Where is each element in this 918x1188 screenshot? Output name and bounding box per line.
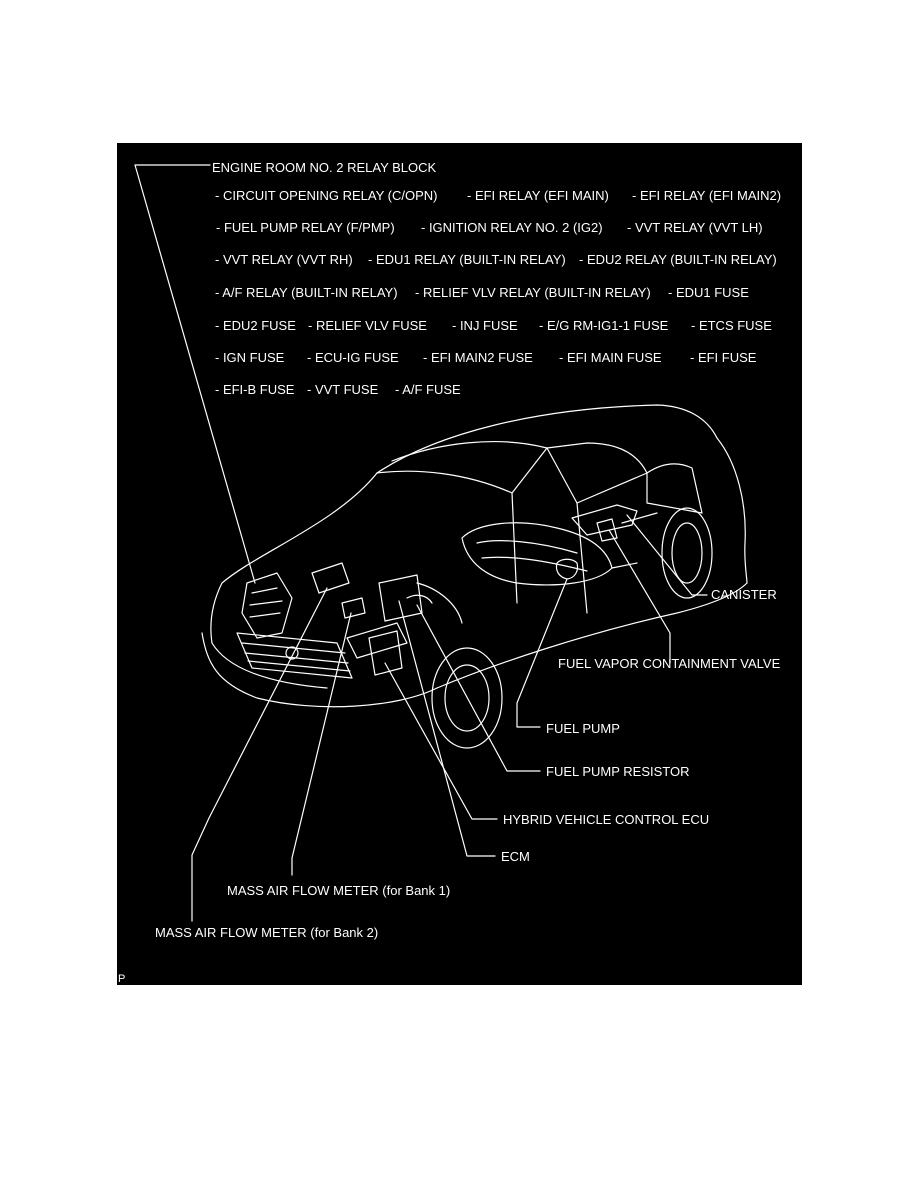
car-rear-window [647, 464, 702, 513]
callout-fuel-pump: FUEL PUMP [546, 721, 620, 736]
relay-item: - EFI RELAY (EFI MAIN) [467, 188, 609, 203]
relay-item: - CIRCUIT OPENING RELAY (C/OPN) [215, 188, 438, 203]
relay-block-shape [242, 573, 292, 638]
canister-shape [572, 505, 637, 535]
relay-item: - EDU1 FUSE [668, 285, 749, 300]
car-a-pillar [512, 493, 517, 603]
relay-block-title: ENGINE ROOM NO. 2 RELAY BLOCK [212, 160, 437, 175]
callout-maf-bank2: MASS AIR FLOW METER (for Bank 2) [155, 925, 379, 940]
maf-bank2-shape [312, 563, 349, 593]
fuel-pump-shape [556, 559, 577, 579]
relay-item: - EDU1 RELAY (BUILT-IN RELAY) [368, 252, 566, 267]
diagram-panel [117, 143, 802, 985]
relay-item: - EDU2 FUSE [215, 318, 296, 333]
rear-wheel [662, 508, 712, 598]
relay-item: - IGNITION RELAY NO. 2 (IG2) [421, 220, 603, 235]
corner-mark: P [118, 973, 126, 985]
car-side-sill [437, 583, 747, 688]
leader-fuel-pump [517, 579, 567, 727]
relay-item: - A/F RELAY (BUILT-IN RELAY) [215, 285, 398, 300]
callout-fuel-vapor-valve: FUEL VAPOR CONTAINMENT VALVE [558, 656, 781, 671]
car-windshield [377, 442, 547, 493]
leader-maf-bank1 [292, 613, 351, 875]
callout-maf-bank1: MASS AIR FLOW METER (for Bank 1) [227, 883, 451, 898]
ecm-shape [379, 575, 422, 621]
car-rear [717, 438, 747, 583]
relay-item: - EFI FUSE [690, 350, 757, 365]
relay-item: - A/F FUSE [395, 382, 461, 397]
leader-fuel-vapor-valve [609, 530, 670, 663]
car-door-line [577, 503, 587, 613]
relay-item: - EDU2 RELAY (BUILT-IN RELAY) [579, 252, 777, 267]
maf-bank1-shape [342, 598, 365, 618]
leader-fuel-pump-resistor [417, 605, 540, 771]
relay-item: - INJ FUSE [452, 318, 518, 333]
callout-hybrid-ecu: HYBRID VEHICLE CONTROL ECU [503, 812, 710, 827]
vehicle-illustration [117, 143, 802, 985]
callout-fuel-pump-resistor: FUEL PUMP RESISTOR [546, 764, 690, 779]
relay-item: - FUEL PUMP RELAY (F/PMP) [216, 220, 395, 235]
relay-item: - VVT FUSE [307, 382, 379, 397]
relay-item: - RELIEF VLV RELAY (BUILT-IN RELAY) [415, 285, 651, 300]
relay-item: - EFI RELAY (EFI MAIN2) [632, 188, 782, 203]
relay-item: - EFI MAIN FUSE [559, 350, 662, 365]
relay-item: - VVT RELAY (VVT LH) [627, 220, 763, 235]
relay-item: - RELIEF VLV FUSE [308, 318, 427, 333]
callout-canister: CANISTER [711, 587, 777, 602]
front-grille [237, 633, 352, 678]
car-roof-line [377, 405, 717, 473]
callout-ecm: ECM [501, 849, 530, 864]
relay-item: - IGN FUSE [215, 350, 285, 365]
relay-item: - ECU-IG FUSE [307, 350, 399, 365]
relay-item: - EFI-B FUSE [215, 382, 295, 397]
relay-item: - ETCS FUSE [691, 318, 772, 333]
car-side-window [547, 443, 647, 503]
rear-wheel-inner [672, 523, 702, 583]
car-hood-outline [211, 473, 377, 643]
relay-item: - VVT RELAY (VVT RH) [215, 252, 353, 267]
fuel-tank [462, 523, 612, 585]
relay-item: - EFI MAIN2 FUSE [423, 350, 533, 365]
relay-item: - E/G RM-IG1-1 FUSE [539, 318, 669, 333]
leader-ecm [399, 601, 495, 856]
